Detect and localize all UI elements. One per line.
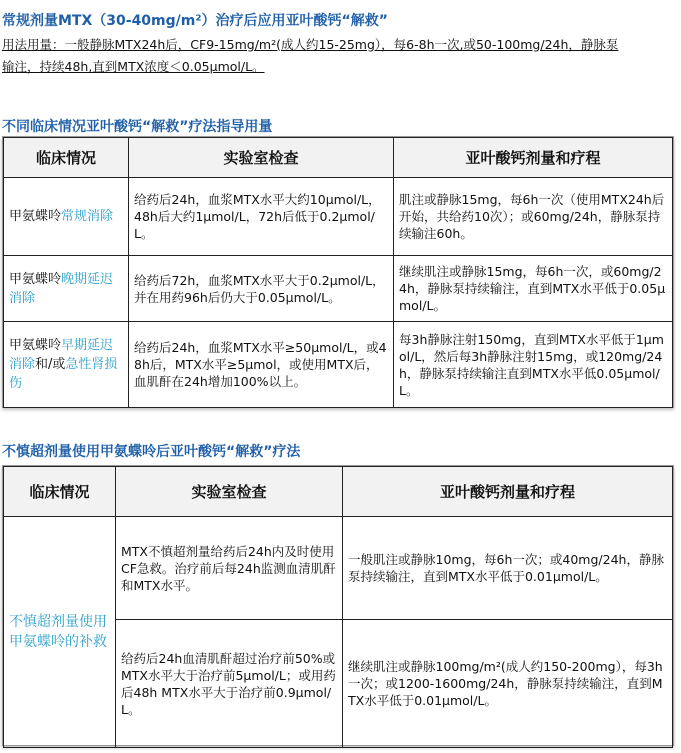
row1-dose: 肌注或静脉15mg，每6h一次（使用MTX24h后开始，共给药10次）；或60mg/24h，静脉泵持续输注60h。 [394,178,673,256]
overdose-table [2,465,674,746]
row3-dose: 每3h静脉注射150mg，直到MTX水平低于1μmol/L，然后每3h静脉注射15mg，或120mg/24h，静脉泵持续输注直到MTX水平低0.05μmol/L。 [394,322,673,408]
dosage-text [2,34,681,78]
header-dose: 亚叶酸钙剂量和疗程 [394,138,673,178]
header-clinical: 临床情况 [4,138,129,178]
header-lab: 实验室检查 [129,138,394,178]
row1-lab: 给药后24h，血浆MTX水平大约10μmol/L，48h后大约1μmol/L，72h后低于0.2μmol/L。 [129,178,394,256]
overdose-clinical: 不慎超剂量使用甲氨蝶呤的补救 [4,517,116,748]
dosage-line-1: 用法用量：一般静脉MTX24h后，CF9-15mg/m²(成人约15-25mg），每6-8h一次,或50-100mg/24h，静脉泵 [2,37,619,52]
dosage-line-2: 输注，持续48h,直到MTX浓度＜0.05μmol/L。 [2,59,265,74]
row2-dose: 继续肌注或静脉15mg，每6h一次，或60mg/24h，静脉泵持续输注，直到MTX水平低于0.05μmol/L。 [394,256,673,322]
header-lab: 实验室检查 [116,467,343,517]
row3-lab: 给药后24h，血浆MTX水平≥50μmol/L，或48h后，MTX水平≥5μmol，或使用MTX后，血肌酐在24h增加100%以上。 [129,322,394,408]
table-header-row [4,467,673,517]
table-row [4,322,673,408]
overdose-row2-lab: 给药后24h血清肌酐超过治疗前50%或MTX水平大于治疗前5μmol/L；或用药后48h MTX水平大于治疗前0.9μmol/L。 [116,620,343,748]
table-row [4,517,673,620]
row2-clinical: 甲氨蝶呤晚期延迟消除 [4,256,129,322]
overdose-row2-dose: 继续肌注或静脉100mg/m²(成人约150-200mg），每3h一次；或1200-1600mg/24h，静脉泵持续输注，直到MTX水平低于0.01μmol/L。 [343,620,673,748]
table-header-row [4,138,673,178]
row3-clinical: 甲氨蝶呤早期延迟消除和/或急性肾损伤 [4,322,129,408]
table-row [4,178,673,256]
section2-title: 不同临床情况亚叶酸钙“解救”疗法指导用量 [2,119,273,135]
overdose-row1-dose: 一般肌注或静脉10mg，每6h一次；或40mg/24h，静脉泵持续输注，直到MTX水平低于0.01μmol/L。 [343,517,673,620]
overdose-row1-lab: MTX不慎超剂量给药后24h内及时使用CF急救。治疗前后每24h监测血清肌酐和MTX水平。 [116,517,343,620]
guidance-table [2,136,674,408]
section1-title: 常规剂量MTX（30-40mg/m²）治疗后应用亚叶酸钙“解救” [2,13,388,29]
header-dose: 亚叶酸钙剂量和疗程 [343,467,673,517]
section3-title: 不慎超剂量使用甲氨蝶呤后亚叶酸钙“解救”疗法 [2,444,301,460]
row1-clinical: 甲氨蝶呤常规消除 [4,178,129,256]
row2-lab: 给药后72h，血浆MTX水平大于0.2μmol/L，并在用药96h后仍大于0.05μmol/L。 [129,256,394,322]
table-row [4,256,673,322]
header-clinical: 临床情况 [4,467,116,517]
